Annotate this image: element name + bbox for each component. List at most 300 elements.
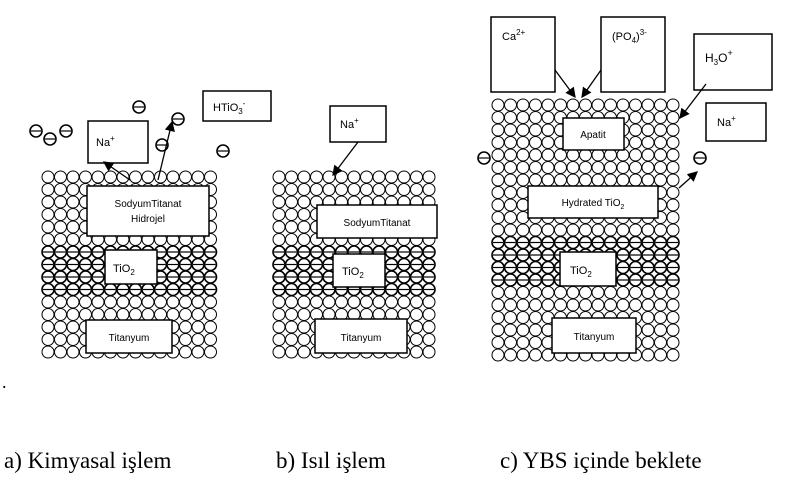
atom — [67, 234, 79, 246]
atom — [630, 149, 642, 161]
atom — [667, 199, 679, 211]
atom — [605, 149, 617, 161]
atom — [605, 287, 617, 299]
atom — [642, 299, 654, 311]
atom — [655, 137, 667, 149]
tio2-layer-c — [560, 252, 616, 286]
atom — [286, 234, 298, 246]
hydrogel-label-line1: SodyumTitanat — [114, 199, 182, 210]
atom — [336, 296, 348, 308]
atom — [361, 171, 373, 183]
atom — [42, 221, 54, 233]
sodium-titanate-label: SodyumTitanat — [343, 218, 411, 229]
atom — [517, 312, 529, 324]
atom — [180, 309, 192, 321]
na-ion-label: Na — [96, 137, 111, 149]
atom — [192, 346, 204, 358]
atom — [286, 184, 298, 196]
atom — [42, 196, 54, 208]
atom — [530, 162, 542, 174]
hydronium-sub: 3 — [713, 58, 719, 67]
hydronium-tail: O — [718, 51, 728, 65]
atom — [517, 149, 529, 161]
atom — [205, 296, 217, 308]
hydronium-charge: + — [727, 48, 733, 58]
atom — [55, 184, 67, 196]
atom — [517, 187, 529, 199]
phosphate-charge: 3- — [639, 28, 647, 37]
tio2-sub-b: 2 — [359, 271, 364, 280]
atom — [42, 346, 54, 358]
atom — [42, 209, 54, 221]
atom — [567, 174, 579, 186]
atom — [555, 149, 567, 161]
atom — [205, 346, 217, 358]
phosphate-ion-box — [601, 17, 665, 92]
atom — [667, 112, 679, 124]
atom — [55, 334, 67, 346]
atom — [411, 346, 423, 358]
atom — [542, 224, 554, 236]
atom — [580, 299, 592, 311]
atom — [130, 309, 142, 321]
atom — [67, 196, 79, 208]
atom — [423, 309, 435, 321]
atom — [517, 349, 529, 361]
atom — [42, 309, 54, 321]
atom — [180, 321, 192, 333]
atom — [505, 337, 517, 349]
atom — [580, 287, 592, 299]
phosphate-tail: ) — [636, 31, 640, 43]
atom — [398, 296, 410, 308]
caption-b: b) Isıl işlem — [276, 448, 386, 473]
atom — [411, 184, 423, 196]
atom — [667, 349, 679, 361]
atom — [55, 209, 67, 221]
atom — [530, 224, 542, 236]
arrow-po4-in — [582, 70, 601, 97]
atom — [505, 349, 517, 361]
atom — [655, 224, 667, 236]
atom — [530, 112, 542, 124]
atom — [142, 309, 154, 321]
atom — [142, 296, 154, 308]
atom — [386, 296, 398, 308]
atom — [567, 287, 579, 299]
atom — [105, 296, 117, 308]
atom — [655, 162, 667, 174]
atom — [517, 224, 529, 236]
atom — [286, 346, 298, 358]
atom — [386, 184, 398, 196]
ca-ion-charge: 2+ — [516, 28, 526, 37]
atom — [411, 171, 423, 183]
atom — [286, 196, 298, 208]
atom — [80, 309, 92, 321]
atom — [642, 162, 654, 174]
atom — [617, 149, 629, 161]
titanium-label-c: Titanyum — [573, 332, 615, 343]
atom — [42, 296, 54, 308]
atom — [617, 224, 629, 236]
atom — [655, 149, 667, 161]
atom — [55, 171, 67, 183]
atom — [505, 299, 517, 311]
titanium-label-b: Titanyum — [340, 333, 382, 344]
atom — [505, 162, 517, 174]
atom — [298, 184, 310, 196]
atom — [336, 184, 348, 196]
atom — [492, 299, 504, 311]
atom — [273, 184, 285, 196]
atom — [542, 112, 554, 124]
atom — [655, 312, 667, 324]
atom — [505, 124, 517, 136]
hydronium-label: H — [705, 51, 714, 65]
atom — [348, 171, 360, 183]
atom — [505, 312, 517, 324]
atom — [361, 296, 373, 308]
atom — [542, 287, 554, 299]
atom — [273, 334, 285, 346]
arrow-na-in — [333, 142, 358, 175]
atom — [273, 346, 285, 358]
atom — [298, 209, 310, 221]
atom — [542, 174, 554, 186]
atom — [492, 124, 504, 136]
atom — [205, 334, 217, 346]
atom — [580, 174, 592, 186]
atom — [667, 337, 679, 349]
atom — [311, 296, 323, 308]
hti-ion-sub: 3 — [238, 107, 243, 116]
atom — [298, 334, 310, 346]
atom — [205, 321, 217, 333]
atom — [180, 171, 192, 183]
atom — [492, 174, 504, 186]
atom — [411, 309, 423, 321]
atom — [373, 171, 385, 183]
atom — [411, 296, 423, 308]
atom — [273, 296, 285, 308]
atom — [617, 99, 629, 111]
atom — [92, 171, 104, 183]
atom — [130, 171, 142, 183]
atom — [67, 346, 79, 358]
atom — [286, 334, 298, 346]
atom — [105, 309, 117, 321]
atom — [655, 99, 667, 111]
atom — [630, 124, 642, 136]
hti-ion-charge: - — [242, 99, 246, 108]
atom — [273, 234, 285, 246]
atom — [348, 184, 360, 196]
atom — [530, 349, 542, 361]
atom — [505, 112, 517, 124]
atom — [298, 321, 310, 333]
atom — [192, 321, 204, 333]
atom — [667, 312, 679, 324]
phosphate-label: (PO — [612, 31, 632, 43]
atom — [298, 234, 310, 246]
atom — [530, 174, 542, 186]
atom — [117, 296, 129, 308]
atom — [530, 312, 542, 324]
atom — [592, 99, 604, 111]
na-ion-charge: + — [110, 134, 115, 143]
atom — [117, 309, 129, 321]
atom — [655, 349, 667, 361]
atom — [642, 149, 654, 161]
arrow-ca-in — [555, 70, 575, 97]
atom — [492, 112, 504, 124]
atom — [642, 312, 654, 324]
atom — [580, 162, 592, 174]
atom — [336, 171, 348, 183]
atom — [655, 337, 667, 349]
atom — [492, 312, 504, 324]
atom — [423, 334, 435, 346]
atom — [542, 149, 554, 161]
atom — [286, 221, 298, 233]
atom — [517, 212, 529, 224]
atom — [505, 287, 517, 299]
atom — [492, 199, 504, 211]
atom — [605, 299, 617, 311]
atom — [67, 296, 79, 308]
na-ion-box-c — [706, 103, 766, 141]
atom — [55, 296, 67, 308]
atom — [530, 299, 542, 311]
atom — [592, 174, 604, 186]
atom — [423, 346, 435, 358]
atom — [67, 321, 79, 333]
atom — [667, 162, 679, 174]
atom — [630, 99, 642, 111]
atom — [542, 299, 554, 311]
atom — [530, 137, 542, 149]
atom — [580, 99, 592, 111]
atom — [642, 174, 654, 186]
atom — [655, 124, 667, 136]
atom — [605, 174, 617, 186]
atom — [323, 184, 335, 196]
atom — [130, 296, 142, 308]
atom — [42, 171, 54, 183]
tio2-sub-a: 2 — [130, 268, 135, 277]
hydrated-tio2-label: Hydrated TiO — [561, 198, 621, 209]
atom — [398, 171, 410, 183]
atom — [630, 162, 642, 174]
atom — [167, 171, 179, 183]
tio2-label-c: TiO — [570, 265, 588, 277]
atom — [617, 162, 629, 174]
atom — [167, 296, 179, 308]
atom — [655, 174, 667, 186]
atom — [555, 174, 567, 186]
atom — [142, 171, 154, 183]
atom — [423, 184, 435, 196]
atom — [273, 196, 285, 208]
atom — [567, 99, 579, 111]
atom — [517, 112, 529, 124]
atom — [492, 287, 504, 299]
atom — [630, 224, 642, 236]
atom — [55, 309, 67, 321]
atom — [286, 171, 298, 183]
atom — [655, 287, 667, 299]
na-ion-label-b: Na — [340, 119, 355, 131]
atom — [530, 124, 542, 136]
atom — [411, 334, 423, 346]
atom — [592, 299, 604, 311]
atom — [592, 149, 604, 161]
atom — [630, 299, 642, 311]
na-ion-charge-b: + — [354, 116, 359, 125]
ca-ion-label: Ca — [502, 31, 517, 43]
atom — [530, 337, 542, 349]
atom — [555, 99, 567, 111]
atom — [298, 196, 310, 208]
atom — [492, 337, 504, 349]
atom — [273, 221, 285, 233]
atom — [642, 287, 654, 299]
atom — [630, 174, 642, 186]
atom — [505, 224, 517, 236]
atom — [386, 171, 398, 183]
atom — [667, 99, 679, 111]
atom — [655, 112, 667, 124]
atom — [605, 224, 617, 236]
atom — [592, 162, 604, 174]
atom — [505, 149, 517, 161]
atom — [273, 209, 285, 221]
atom — [542, 99, 554, 111]
atom — [505, 187, 517, 199]
atom — [298, 309, 310, 321]
atom — [398, 184, 410, 196]
atom — [286, 209, 298, 221]
atom — [555, 299, 567, 311]
atom — [630, 287, 642, 299]
atom — [505, 99, 517, 111]
atom — [55, 234, 67, 246]
atom — [92, 309, 104, 321]
atom — [155, 309, 167, 321]
atom — [505, 212, 517, 224]
atom — [592, 224, 604, 236]
atom — [298, 346, 310, 358]
atom — [567, 224, 579, 236]
atom — [105, 171, 117, 183]
atom — [517, 337, 529, 349]
atom — [180, 346, 192, 358]
atom — [180, 334, 192, 346]
caption-c: c) YBS içinde beklete — [500, 448, 702, 473]
atom — [192, 334, 204, 346]
atom — [80, 296, 92, 308]
atom — [642, 124, 654, 136]
atom — [617, 174, 629, 186]
atom — [492, 137, 504, 149]
atom — [192, 171, 204, 183]
atom — [530, 99, 542, 111]
atom — [492, 224, 504, 236]
atom — [517, 99, 529, 111]
atom — [505, 324, 517, 336]
atom — [92, 296, 104, 308]
atom — [667, 299, 679, 311]
atom — [67, 309, 79, 321]
atom — [423, 171, 435, 183]
atom — [667, 187, 679, 199]
atom — [361, 184, 373, 196]
phosphate-sub: 4 — [631, 36, 637, 45]
atom — [517, 299, 529, 311]
atom — [155, 171, 167, 183]
atom — [555, 162, 567, 174]
atom — [517, 199, 529, 211]
atom — [642, 324, 654, 336]
atom — [542, 162, 554, 174]
atom — [423, 296, 435, 308]
atom — [298, 296, 310, 308]
atom — [542, 124, 554, 136]
atom — [617, 287, 629, 299]
atom — [42, 334, 54, 346]
atom — [492, 212, 504, 224]
atom — [55, 196, 67, 208]
atom — [667, 324, 679, 336]
atom — [273, 171, 285, 183]
tio2-label-a: TiO — [113, 263, 131, 275]
atom — [505, 137, 517, 149]
atom — [642, 224, 654, 236]
tio2-sub-c: 2 — [587, 270, 592, 279]
atom — [311, 184, 323, 196]
atom — [517, 287, 529, 299]
atom — [655, 324, 667, 336]
atom — [67, 221, 79, 233]
na-ion-charge-c: + — [731, 114, 736, 123]
atom — [642, 112, 654, 124]
atom — [667, 224, 679, 236]
atom — [580, 149, 592, 161]
apatite-label: Apatit — [580, 130, 606, 141]
atom — [348, 296, 360, 308]
hydrated-tio2-sub: 2 — [620, 204, 625, 211]
atom — [667, 137, 679, 149]
atom — [605, 99, 617, 111]
hti-ion-label: HTiO — [213, 102, 239, 114]
atom — [517, 137, 529, 149]
atom — [617, 299, 629, 311]
atom — [655, 299, 667, 311]
atom — [667, 149, 679, 161]
sodium-titanate-hydrogel-layer — [87, 186, 209, 236]
atom — [667, 287, 679, 299]
atom — [286, 309, 298, 321]
atom — [492, 162, 504, 174]
atom — [492, 149, 504, 161]
titanium-label-a: Titanyum — [108, 333, 150, 344]
atom — [298, 171, 310, 183]
atom — [323, 171, 335, 183]
atom — [567, 162, 579, 174]
atom — [492, 349, 504, 361]
atom — [55, 346, 67, 358]
